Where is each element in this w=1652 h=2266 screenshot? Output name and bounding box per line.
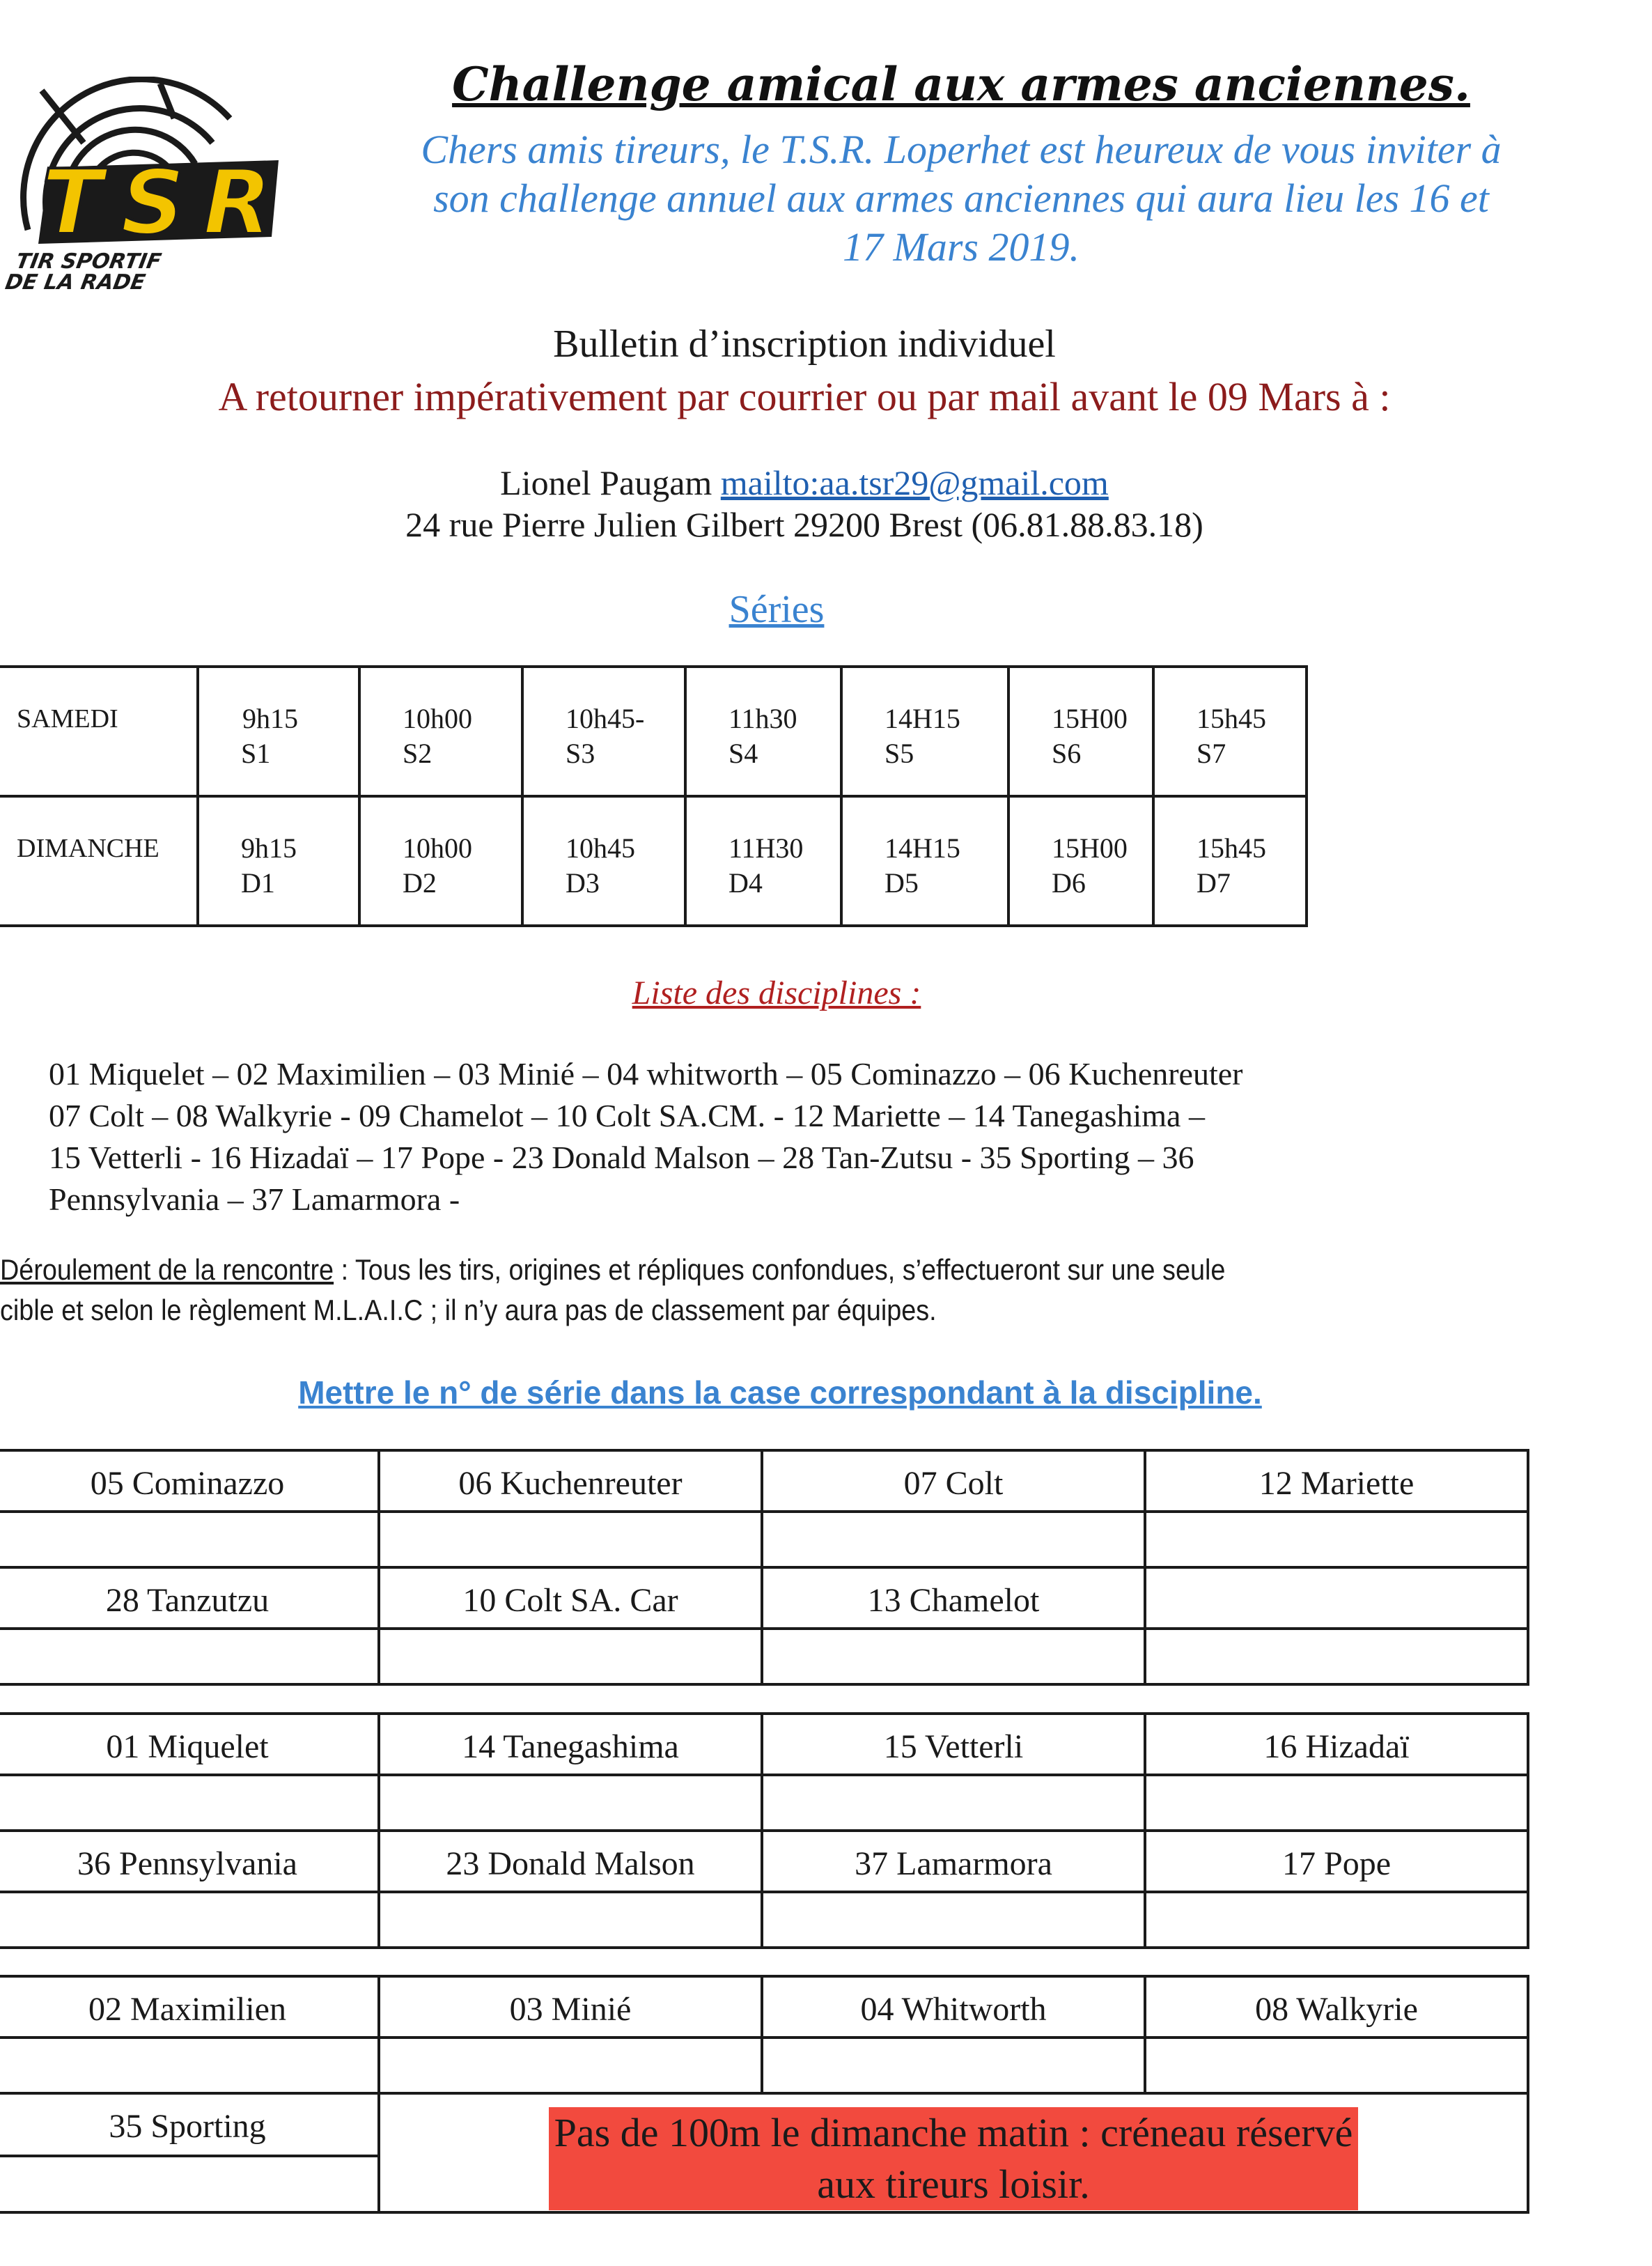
slot-cell: 15h45 D7 [1153,796,1307,926]
slot-cell: 15H00 S6 [1008,667,1153,796]
discipline-label: 36 Pennsylvania [0,1831,379,1892]
deadline-text: A retourner impérativement par courrier ou par mail avant le 09 Mars à : [218,374,1391,419]
series-entry-cell[interactable] [379,2038,762,2093]
slot-cell: 11h30 S4 [685,667,841,796]
target-icon [0,77,306,300]
disciplines-title: Liste des disciplines : [632,975,921,1011]
series-entry-cell[interactable] [379,1629,762,1684]
discipline-label: 35 Sporting [0,2093,379,2156]
slot-cell: 15H00 D6 [1008,796,1153,926]
disciplines-line: 01 Miquelet – 02 Maximilien – 03 Minié – 04 whitworth – 05 Cominazzo – 06 Kuchenreuter [49,1056,1243,1092]
logo-subtitle-2: DE LA RADE [3,270,148,295]
slot-cell: 14H15 D5 [841,796,1008,926]
day-cell: SAMEDI [0,667,198,796]
contact-name: Lionel Paugam [500,463,712,502]
series-entry-cell[interactable] [762,1512,1145,1567]
discipline-grid-1 [0,1449,1529,1686]
email-link[interactable]: mailto:aa.tsr29@gmail.com [720,463,1109,502]
discipline-label: 17 Pope [1145,1831,1528,1892]
discipline-label: 10 Colt SA. Car [379,1567,762,1629]
tsr-logo [0,77,306,300]
series-entry-cell[interactable] [0,1775,379,1831]
intro-line-2: son challenge annuel aux armes anciennes qui aura lieu les 16 et [433,176,1489,221]
svg-text:TSR: TSR [42,151,272,255]
series-entry-cell[interactable] [1145,1512,1528,1567]
discipline-label: 15 Vetterli [762,1714,1145,1775]
series-entry-cell[interactable] [379,1775,762,1831]
disciplines-line: Pennsylvania – 37 Lamarmora - [49,1181,460,1217]
discipline-label: 02 Maximilien [0,1976,379,2038]
contact-line [0,463,1609,503]
discipline-label: 37 Lamarmora [762,1831,1145,1892]
discipline-label: 08 Walkyrie [1145,1976,1528,2038]
discipline-label: 28 Tanzutzu [0,1567,379,1629]
discipline-label: 01 Miquelet [0,1714,379,1775]
discipline-label: 05 Cominazzo [0,1450,379,1512]
series-row-saturday [0,667,1307,796]
day-cell: DIMANCHE [0,796,198,926]
slot-cell: 10h00 D2 [359,796,522,926]
discipline-label: 04 Whitworth [762,1976,1145,2038]
deroulement-text: Déroulement de la rencontre : Tous les tirs, origines et répliques confondues, s’effectueront sur une seule cible et selon le règlement M.L.A.I.C ; il n’y aura pas de classement par équipes. [0,1253,1226,1326]
slot-cell: 14H15 S5 [841,667,1008,796]
discipline-label: 13 Chamelot [762,1567,1145,1629]
instruction-text: Mettre le n° de série dans la case correspondant à la discipline. [298,1374,1262,1411]
slot-cell: 9h15 S1 [198,667,359,796]
series-entry-cell[interactable] [379,1892,762,1948]
slot-cell: 9h15 D1 [198,796,359,926]
intro-line-1: Chers amis tireurs, le T.S.R. Loperhet est heureux de vous inviter à [421,127,1502,172]
disciplines-list [49,1053,1609,1220]
series-entry-cell[interactable] [762,1629,1145,1684]
disciplines-line: 07 Colt – 08 Walkyrie - 09 Chamelot – 10 Colt SA.CM. - 12 Mariette – 14 Tanegashima – [49,1098,1205,1133]
series-entry-cell[interactable] [1145,1629,1528,1684]
logo-subtitle-1: TIR SPORTIF [14,249,164,274]
series-entry-cell[interactable] [1145,2038,1528,2093]
series-entry-cell[interactable] [379,1512,762,1567]
discipline-label: 12 Mariette [1145,1450,1528,1512]
intro-line-3: 17 Mars 2019. [843,224,1080,270]
series-entry-cell[interactable] [762,1892,1145,1948]
discipline-label: 06 Kuchenreuter [379,1450,762,1512]
series-row-sunday [0,796,1307,926]
slot-cell: 10h45 D3 [522,796,685,926]
series-entry-cell[interactable] [0,1629,379,1684]
slot-cell: 10h00 S2 [359,667,522,796]
intro-text [293,125,1630,272]
series-entry-cell[interactable] [0,1892,379,1948]
series-entry-cell[interactable] [762,2038,1145,2093]
series-table [0,665,1308,927]
page-title: Challenge amical aux armes anciennes. [452,57,1470,111]
discipline-label: 07 Colt [762,1450,1145,1512]
slot-cell: 11H30 D4 [685,796,841,926]
series-entry-cell[interactable] [1145,1892,1528,1948]
discipline-grid-2 [0,1712,1529,1949]
contact-address: 24 rue Pierre Julien Gilbert 29200 Brest (06.81.88.83.18) [405,505,1203,544]
series-entry-cell[interactable] [0,1512,379,1567]
discipline-label: 03 Minié [379,1976,762,2038]
discipline-label [1145,1567,1528,1629]
series-entry-cell[interactable] [0,2156,379,2212]
disciplines-line: 15 Vetterli - 16 Hizadaï – 17 Pope - 23 Donald Malson – 28 Tan-Zutsu - 35 Sporting – 36 [49,1140,1194,1175]
notice-cell [379,2093,1528,2212]
discipline-label: 23 Donald Malson [379,1831,762,1892]
deroulement-label: Déroulement de la rencontre [0,1253,334,1286]
series-entry-cell[interactable] [1145,1775,1528,1831]
slot-cell: 10h45- S3 [522,667,685,796]
series-entry-cell[interactable] [0,2038,379,2093]
discipline-label: 14 Tanegashima [379,1714,762,1775]
sunday-notice: Pas de 100m le dimanche matin : créneau réservé aux tireurs loisir. [549,2107,1359,2210]
series-title: Séries [728,588,825,631]
slot-cell: 15h45 S7 [1153,667,1307,796]
bulletin-title: Bulletin d’inscription individuel [553,323,1056,366]
discipline-grid-3 [0,1975,1529,2214]
discipline-label: 16 Hizadaï [1145,1714,1528,1775]
series-entry-cell[interactable] [762,1775,1145,1831]
